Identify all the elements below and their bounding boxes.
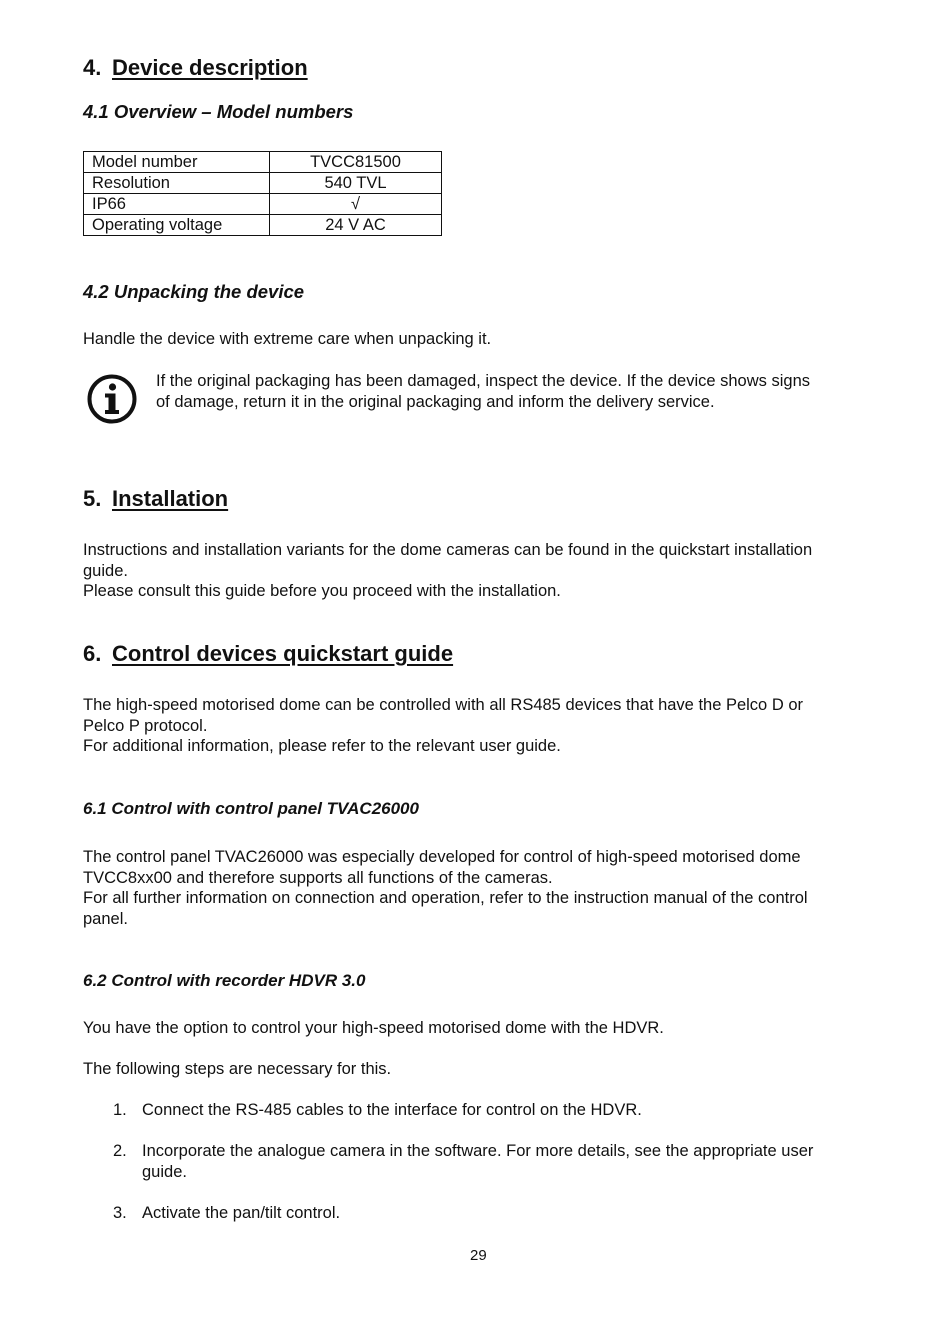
control-panel-paragraph [83, 847, 808, 929]
table-row [84, 215, 442, 236]
steps-intro: The following steps are necessary for this. [83, 1060, 392, 1078]
section-number: 5. [83, 486, 102, 511]
table-cell-label: Resolution [84, 173, 270, 194]
section-5-heading [83, 486, 228, 512]
note-line: of damage, return it in the original packaging and inform the delivery service. [156, 392, 715, 411]
table-cell-label: IP66 [84, 194, 270, 215]
section-4-2-heading: 4.2 Unpacking the device [83, 281, 305, 302]
section-number: 6. [83, 641, 102, 666]
step-number: 1. [113, 1101, 127, 1119]
text-line: For all further information on connection and operation, refer to the instruction manual of the control [83, 889, 808, 908]
text-line: For additional information, please refer to the relevant user guide. [83, 737, 561, 756]
section-6-heading [83, 641, 453, 667]
text-line: Please consult this guide before you proceed with the installation. [83, 582, 561, 601]
text-line: guide. [83, 561, 128, 580]
note-line: If the original packaging has been damaged, inspect the device. If the device shows signs [156, 372, 810, 390]
control-devices-paragraph [83, 695, 803, 757]
text-line: Pelco P protocol. [83, 716, 208, 735]
text-line: The control panel TVAC26000 was especially developed for control of high-speed motorised dome [83, 848, 801, 866]
step-number: 2. [113, 1142, 127, 1160]
text-line: panel. [83, 909, 128, 928]
text-line: Instructions and installation variants for the dome cameras can be found in the quickstart installation [83, 541, 813, 559]
text-line: TVCC8xx00 and therefore supports all functions of the cameras. [83, 868, 553, 887]
table-cell-label: Operating voltage [84, 215, 270, 236]
step-text: guide. [142, 1162, 187, 1181]
table-cell-value: 540 TVL [270, 173, 442, 194]
section-6-2-heading: 6.2 Control with recorder HDVR 3.0 [83, 971, 366, 990]
table-cell-label: Model number [84, 152, 270, 173]
section-title: Installation [112, 486, 229, 511]
table-row [84, 173, 442, 194]
info-icon [86, 373, 138, 425]
model-spec-table [83, 151, 442, 236]
hdvr-paragraph: You have the option to control your high-speed motorised dome with the HDVR. [83, 1019, 664, 1037]
table-cell-value: √ [270, 194, 442, 215]
section-number: 4. [83, 55, 102, 80]
section-4-1-heading: 4.1 Overview – Model numbers [83, 101, 354, 122]
table-row [84, 194, 442, 215]
table-cell-value: TVCC81500 [270, 152, 442, 173]
unpacking-paragraph: Handle the device with extreme care when unpacking it. [83, 330, 492, 348]
section-title: Device description [112, 55, 308, 80]
damage-note [156, 371, 810, 412]
section-title: Control devices quickstart guide [112, 641, 454, 666]
text-line: The high-speed motorised dome can be controlled with all RS485 devices that have the Pelco D or [83, 696, 803, 714]
step-text: Incorporate the analogue camera in the software. For more details, see the appropriate user [142, 1142, 814, 1160]
table-cell-value: 24 V AC [270, 215, 442, 236]
installation-paragraph [83, 540, 812, 602]
table-row [84, 152, 442, 173]
section-6-1-heading: 6.1 Control with control panel TVAC26000 [83, 799, 419, 818]
step-text: Connect the RS-485 cables to the interface for control on the HDVR. [142, 1101, 642, 1119]
page-number: 29 [470, 1247, 487, 1264]
step-number: 3. [113, 1204, 127, 1222]
section-4-heading [83, 55, 308, 81]
step-text: Activate the pan/tilt control. [142, 1204, 341, 1222]
